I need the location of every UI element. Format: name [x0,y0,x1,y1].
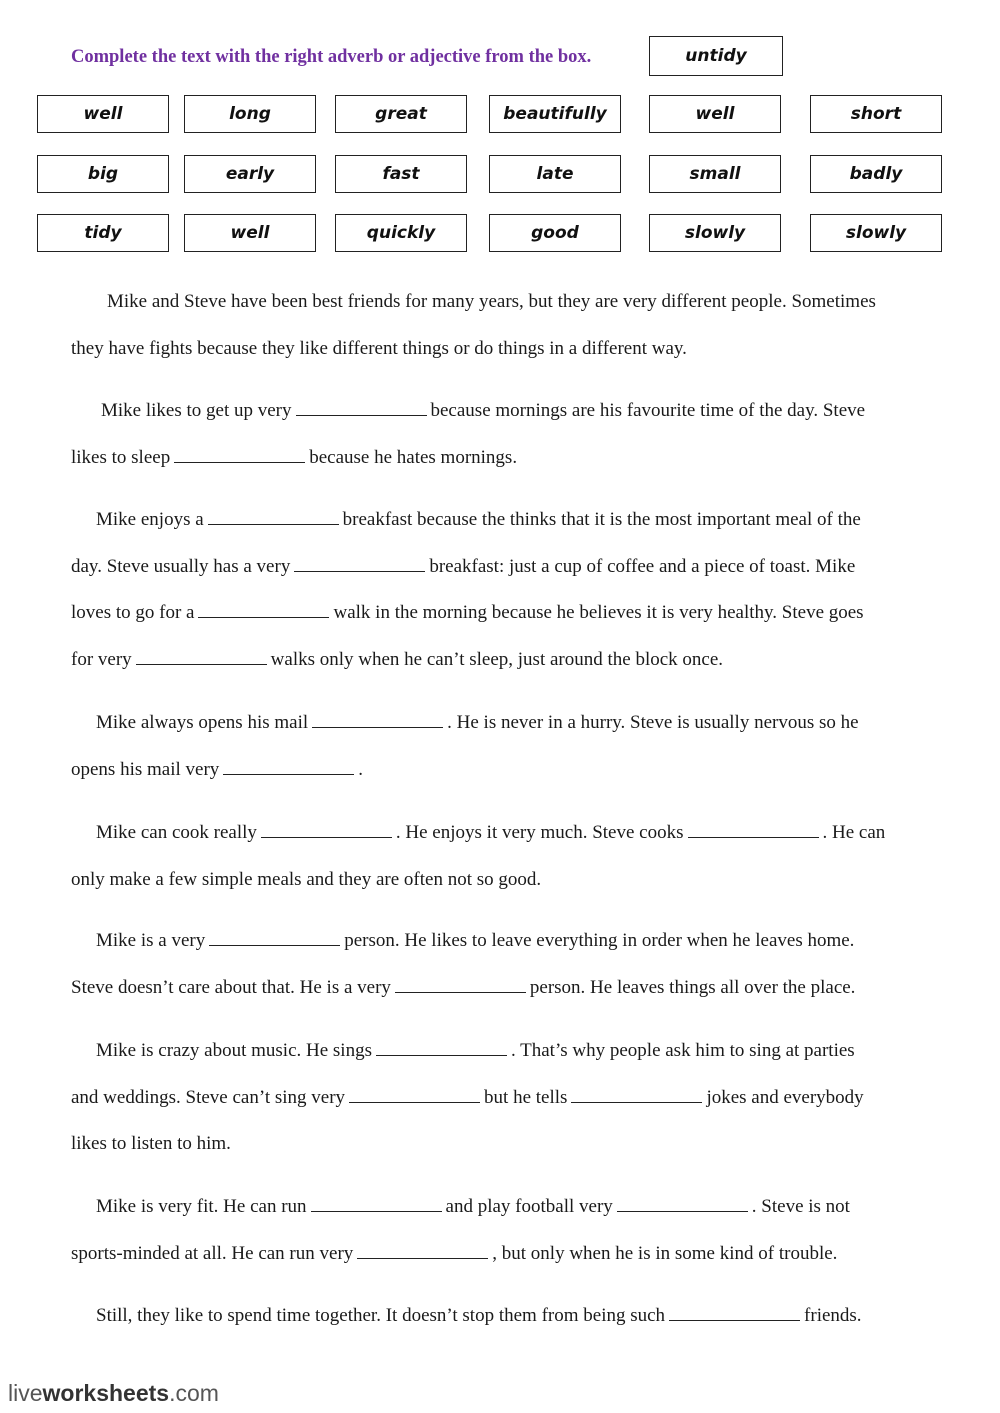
text-segment: likes to sleep [71,446,171,468]
text-segment: Mike enjoys a [96,509,204,530]
paragraph-tidiness [71,918,931,1011]
answer-blank[interactable] [617,1195,748,1212]
paragraph-mail [71,700,931,793]
word-box[interactable]: slowly [810,214,942,252]
paragraph-music [71,1028,931,1168]
answer-blank[interactable] [349,1086,480,1103]
word-box[interactable]: great [335,95,467,133]
answer-blank[interactable] [198,601,329,618]
text-segment: but he tells [484,1086,568,1108]
word-box[interactable]: late [489,155,621,193]
answer-blank[interactable] [376,1039,507,1056]
text-segment: opens his mail very [71,758,220,780]
text-segment: and play football very [445,1196,613,1217]
word-box[interactable]: good [489,214,621,252]
paragraph-conclusion [71,1293,931,1340]
text-segment: loves to go for a [71,602,195,623]
text-line: Mike and Steve have been best friends for many years, but they are very different people. Sometimes [107,291,876,312]
text-segment: Mike is crazy about music. He sings [96,1040,372,1061]
text-segment: because he hates mornings. [309,446,518,468]
text-segment: person. He leaves things all over the place. [529,976,856,998]
text-segment: only make a few simple meals and they are often not so good. [71,868,542,890]
answer-blank[interactable] [261,821,392,838]
answer-blank[interactable] [174,446,305,463]
paragraph-mornings [71,388,931,481]
word-box-untidy[interactable]: untidy [649,36,783,76]
answer-blank[interactable] [311,1195,442,1212]
word-box[interactable]: short [810,95,942,133]
word-box[interactable]: long [184,95,316,133]
answer-blank[interactable] [209,929,340,946]
text-segment: Steve doesn’t care about that. He is a very [71,976,391,998]
answer-blank[interactable] [395,976,526,993]
word-box[interactable]: quickly [335,214,467,252]
word-box[interactable]: slowly [649,214,781,252]
text-segment: , but only when he is in some kind of trouble. [492,1242,838,1264]
answer-blank[interactable] [571,1086,702,1103]
text-segment: likes to listen to him. [71,1133,231,1154]
word-box[interactable]: badly [810,155,942,193]
text-segment: . That’s why people ask him to sing at parties [510,1040,855,1061]
word-box[interactable]: small [649,155,781,193]
text-segment: Mike likes to get up very [101,400,292,421]
text-segment: . He enjoys it very much. Steve cooks [395,822,684,843]
text-segment: for very [71,648,132,670]
answer-blank[interactable] [688,821,819,838]
text-segment: jokes and everybody [706,1086,864,1108]
word-box[interactable]: early [184,155,316,193]
word-box[interactable]: fast [335,155,467,193]
text-segment: walks only when he can’t sleep, just around the block once. [270,648,724,670]
answer-blank[interactable] [296,399,427,416]
text-segment: sports-minded at all. He can run very [71,1242,354,1264]
answer-blank[interactable] [357,1242,488,1259]
word-box[interactable]: well [184,214,316,252]
text-segment: and weddings. Steve can’t sing very [71,1086,346,1108]
word-box[interactable]: tidy [37,214,169,252]
word-box[interactable]: big [37,155,169,193]
text-segment: Mike is a very [96,930,206,951]
text-segment: walk in the morning because he believes it is very healthy. Steve goes [333,602,864,623]
text-segment: Still, they like to spend time together. It doesn’t stop them from being such [96,1305,666,1326]
paragraph-breakfast [71,497,931,683]
text-segment: Mike always opens his mail [96,712,309,733]
liveworksheets-logo: liveworksheets.com [8,1380,219,1406]
text-segment: Mike is very fit. He can run [96,1196,307,1217]
text-segment: friends. [804,1305,862,1326]
paragraph-cooking [71,810,931,903]
answer-blank[interactable] [136,648,267,665]
text-segment: . He can [822,822,886,843]
paragraph-sports [71,1184,931,1277]
text-segment: . He is never in a hurry. Steve is usually nervous so he [447,712,859,733]
text-segment: breakfast because the thinks that it is the most important meal of the [342,509,861,530]
answer-blank[interactable] [312,711,443,728]
text-segment: day. Steve usually has a very [71,555,291,577]
text-segment: because mornings are his favourite time of the day. Steve [430,400,866,421]
text-segment: . [358,758,364,780]
paragraph-intro [71,279,931,372]
answer-blank[interactable] [208,508,339,525]
text-line: they have fights because they like different things or do things in a different way. [71,337,687,359]
text-segment: person. He likes to leave everything in order when he leaves home. [344,930,855,951]
answer-blank[interactable] [294,555,425,572]
instruction-heading: Complete the text with the right adverb or adjective from the box. [71,47,592,67]
word-box[interactable]: well [649,95,781,133]
text-segment: . Steve is not [751,1196,850,1217]
text-segment: breakfast: just a cup of coffee and a piece of toast. Mike [429,555,856,577]
word-box[interactable]: beautifully [489,95,621,133]
answer-blank[interactable] [669,1304,800,1321]
text-segment: Mike can cook really [96,822,257,843]
answer-blank[interactable] [223,758,354,775]
word-box[interactable]: well [37,95,169,133]
